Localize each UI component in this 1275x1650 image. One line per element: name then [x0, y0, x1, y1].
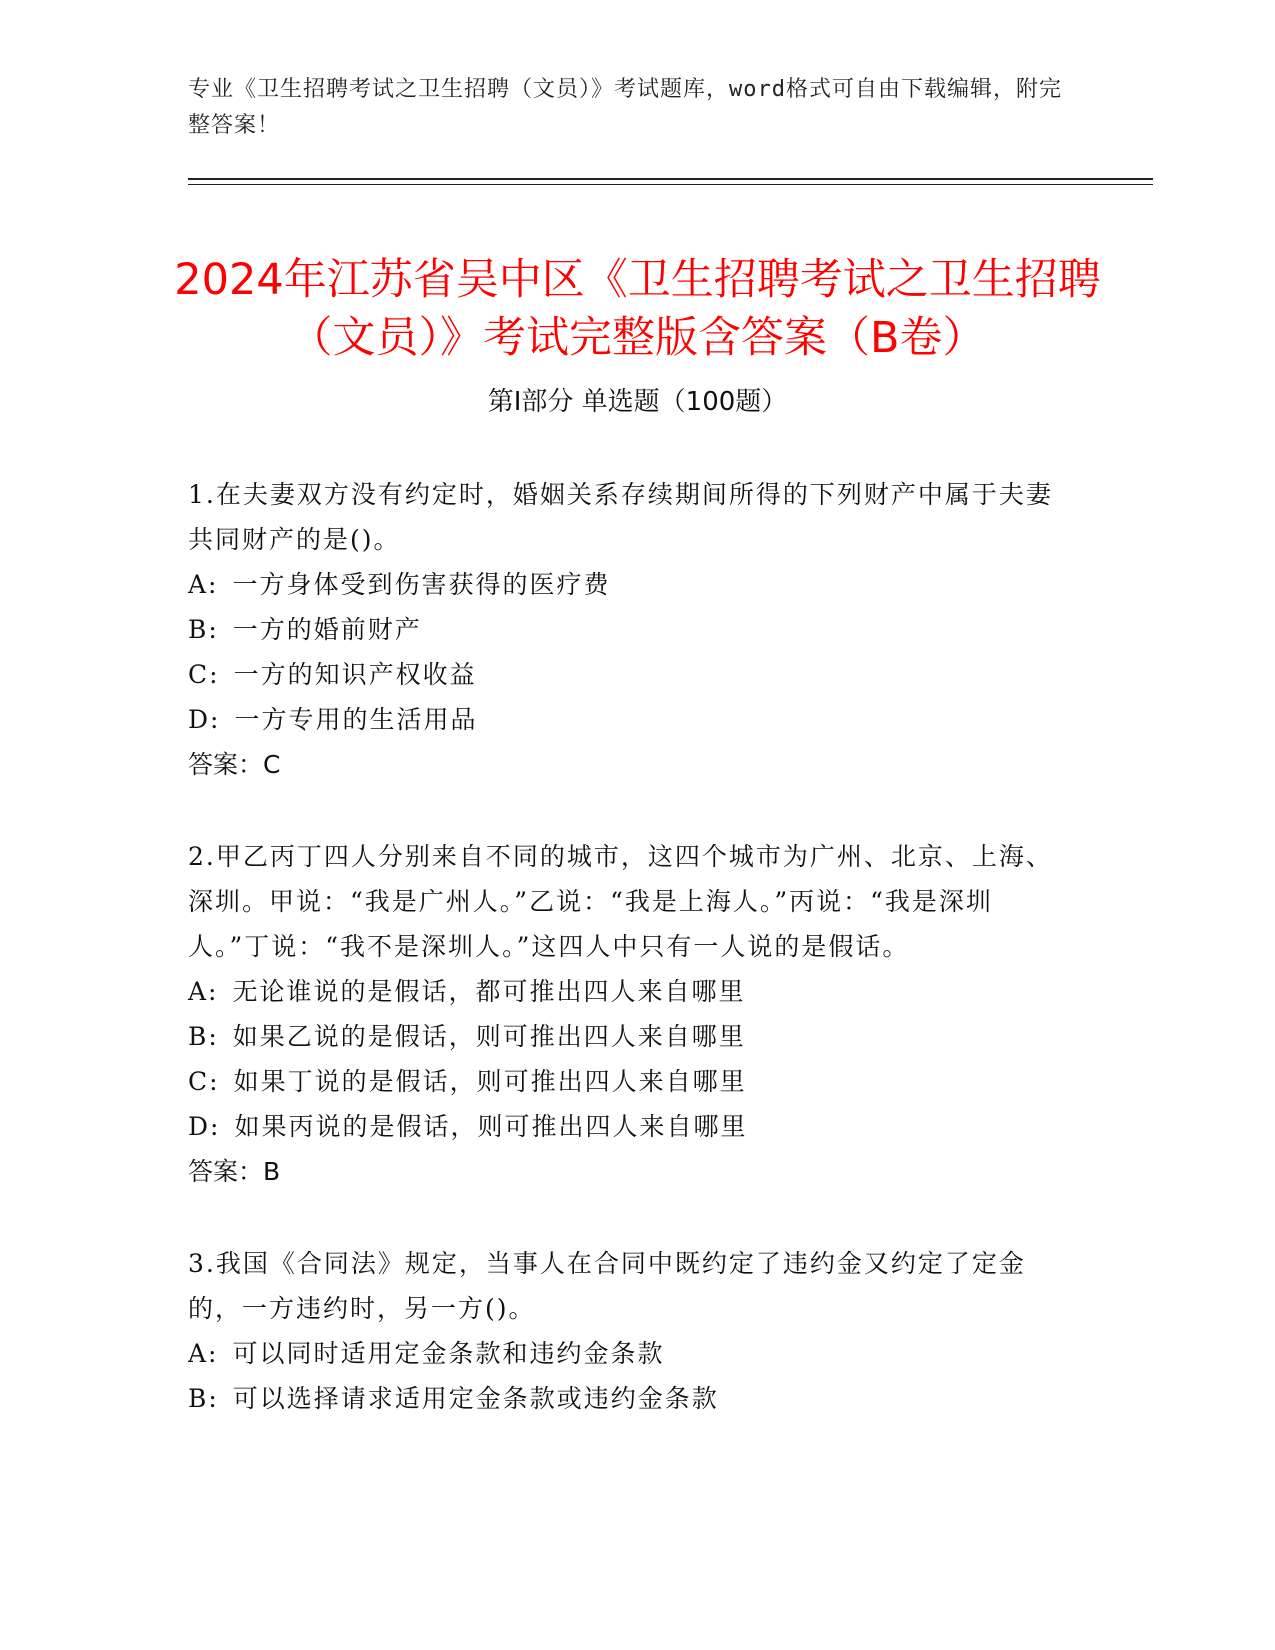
option-d	[188, 697, 1068, 742]
option-key: D:	[188, 705, 221, 734]
option-text: 如果丙说的是假话，则可推出四人来自哪里	[234, 1112, 748, 1141]
answer-line: 答案：B	[188, 1157, 281, 1186]
option-key: C:	[188, 660, 220, 689]
option-text: 一方的知识产权收益	[233, 660, 477, 689]
question-2	[188, 834, 1068, 1194]
question-stem: 2.甲乙丙丁四人分别来自不同的城市，这四个城市为广州、北京、上海、深圳。甲说：“我是广州人。”乙说：“我是上海人。”丙说：“我是深圳人。”丁说：“我不是深圳人。”这四人中只有一人说的是假话。	[188, 842, 1053, 961]
option-text: 可以选择请求适用定金条款或违约金条款	[232, 1384, 719, 1413]
option-c	[188, 1059, 1068, 1104]
option-key: B:	[188, 615, 219, 644]
header-rule-thick	[188, 178, 1153, 180]
question-list	[188, 472, 1068, 1468]
option-text: 如果丁说的是假话，则可推出四人来自哪里	[233, 1067, 747, 1096]
header-note: 专业《卫生招聘考试之卫生招聘（文员）》考试题库，word格式可自由下载编辑，附完整答案！	[188, 77, 1062, 138]
option-a	[188, 1331, 1068, 1376]
option-text: 可以同时适用定金条款和违约金条款	[232, 1339, 665, 1368]
option-d	[188, 1104, 1068, 1149]
section-heading: 第Ⅰ部分 单选题（100题）	[487, 387, 788, 417]
question-stem: 1.在夫妻双方没有约定时，婚姻关系存续期间所得的下列财产中属于夫妻共同财产的是()。	[188, 480, 1053, 554]
option-key: D:	[188, 1112, 221, 1141]
document-title: 2024年江苏省吴中区《卫生招聘考试之卫生招聘（文员）》考试完整版含答案（B卷）	[174, 254, 1101, 363]
option-key: B:	[188, 1022, 219, 1051]
option-a	[188, 969, 1068, 1014]
option-a	[188, 562, 1068, 607]
option-text: 一方身体受到伤害获得的医疗费	[232, 570, 611, 599]
option-b	[188, 1376, 1068, 1421]
header-rule-thin	[188, 184, 1153, 185]
answer-line: 答案：C	[188, 750, 281, 779]
question-stem: 3.我国《合同法》规定，当事人在合同中既约定了违约金又约定了定金的，一方违约时，另一方()。	[188, 1249, 1026, 1323]
option-text: 无论谁说的是假话，都可推出四人来自哪里	[232, 977, 746, 1006]
option-b	[188, 607, 1068, 652]
option-key: A:	[188, 570, 219, 599]
question-1	[188, 472, 1068, 787]
question-3	[188, 1241, 1068, 1421]
option-text: 如果乙说的是假话，则可推出四人来自哪里	[232, 1022, 746, 1051]
option-key: B:	[188, 1384, 219, 1413]
option-text: 一方专用的生活用品	[234, 705, 478, 734]
option-key: C:	[188, 1067, 220, 1096]
option-key: A:	[188, 1339, 219, 1368]
option-key: A:	[188, 977, 219, 1006]
option-c	[188, 652, 1068, 697]
option-text: 一方的婚前财产	[232, 615, 422, 644]
option-b	[188, 1014, 1068, 1059]
